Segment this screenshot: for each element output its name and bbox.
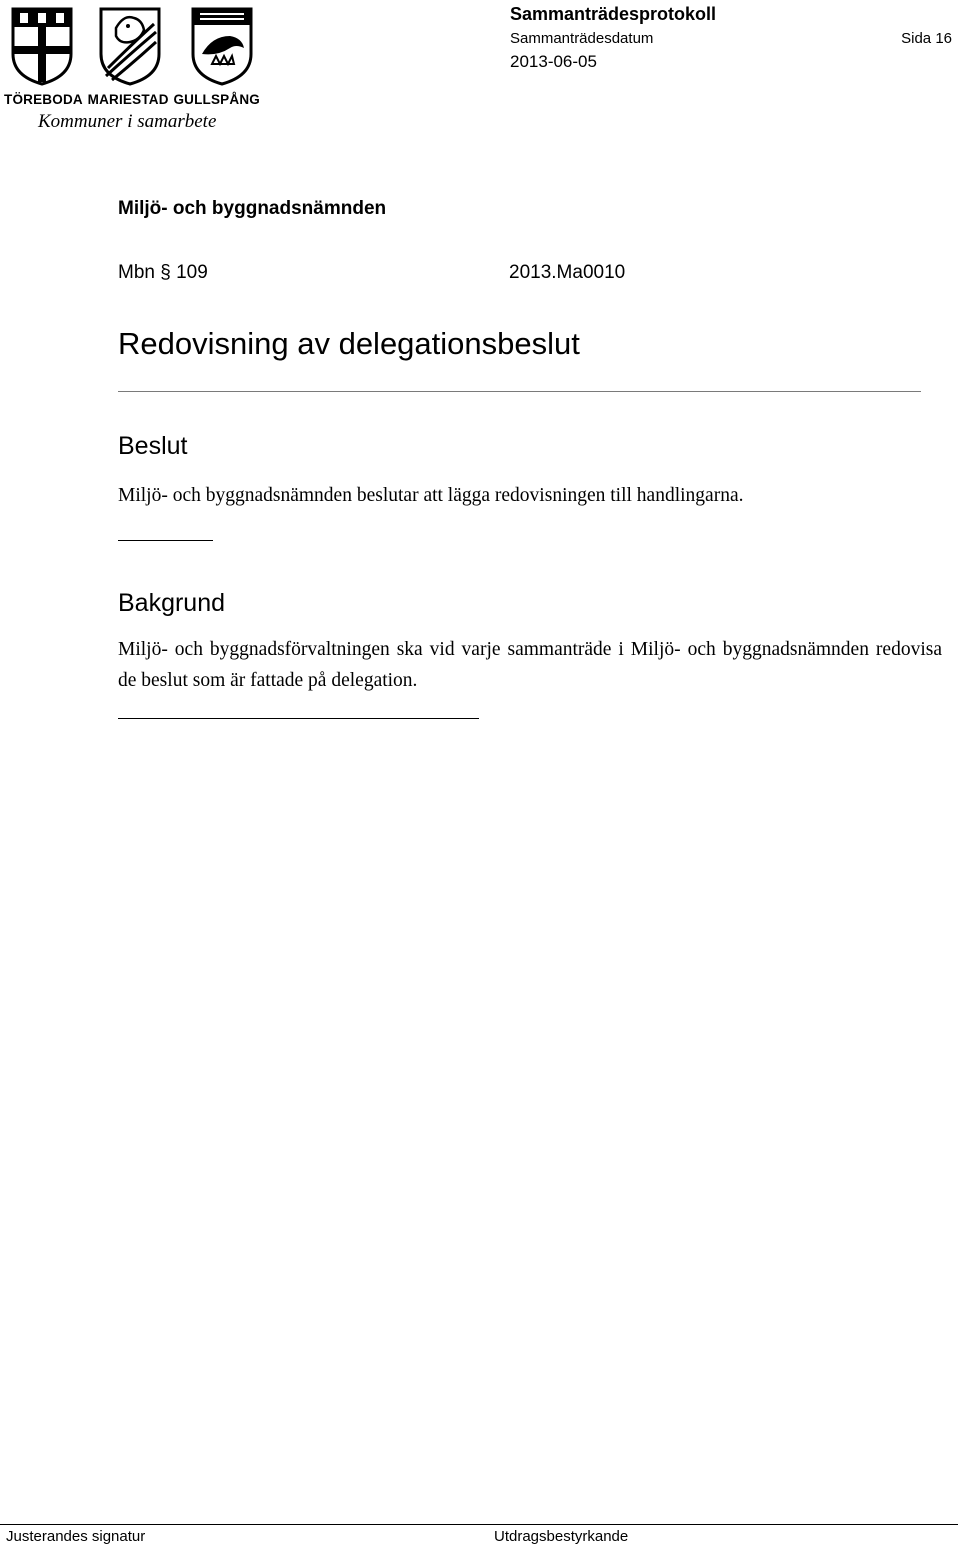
- section-heading-background: Bakgrund: [118, 589, 226, 617]
- section-heading-decision: Beslut: [118, 432, 188, 460]
- mariestad-coat-of-arms-icon: [98, 6, 162, 86]
- protocol-title: Sammanträdesprotokoll: [510, 4, 717, 24]
- page-title: Redovisning av delegationsbeslut: [118, 326, 580, 361]
- divider: [118, 391, 921, 392]
- municipality-name: MARIESTAD: [87, 92, 169, 107]
- municipal-logo: [4, 2, 260, 132]
- meeting-date-label: Sammanträdesdatum: [510, 30, 654, 47]
- footer-divider: [0, 1524, 958, 1525]
- page-number: Sida 16: [901, 30, 952, 47]
- logo-tagline: Kommuner i samarbete: [38, 111, 217, 132]
- municipality-name: GULLSPÅNG: [173, 92, 260, 107]
- signature-label: Justerandes signatur: [6, 1528, 146, 1545]
- municipality-name: TÖREBODA: [4, 92, 83, 107]
- gullspang-coat-of-arms-icon: [190, 6, 254, 86]
- case-number: 2013.Ma0010: [509, 262, 626, 283]
- divider: [118, 718, 479, 719]
- decision-text: Miljö- och byggnadsnämnden beslutar att lägga redovisningen till handlingarna.: [118, 485, 744, 506]
- meeting-date: 2013-06-05: [510, 52, 597, 71]
- divider: [118, 540, 213, 541]
- background-text: Miljö- och byggnadsförvaltningen ska vid varje sammanträde i Miljö- och byggnadsnämnden redovisa de beslut som är fattade på delegation.: [118, 639, 942, 691]
- certification-label: Utdragsbestyrkande: [494, 1528, 629, 1545]
- toreboda-coat-of-arms-icon: [10, 6, 74, 86]
- paragraph-number: Mbn § 109: [118, 262, 208, 283]
- committee-name: Miljö- och byggnadsnämnden: [118, 198, 387, 219]
